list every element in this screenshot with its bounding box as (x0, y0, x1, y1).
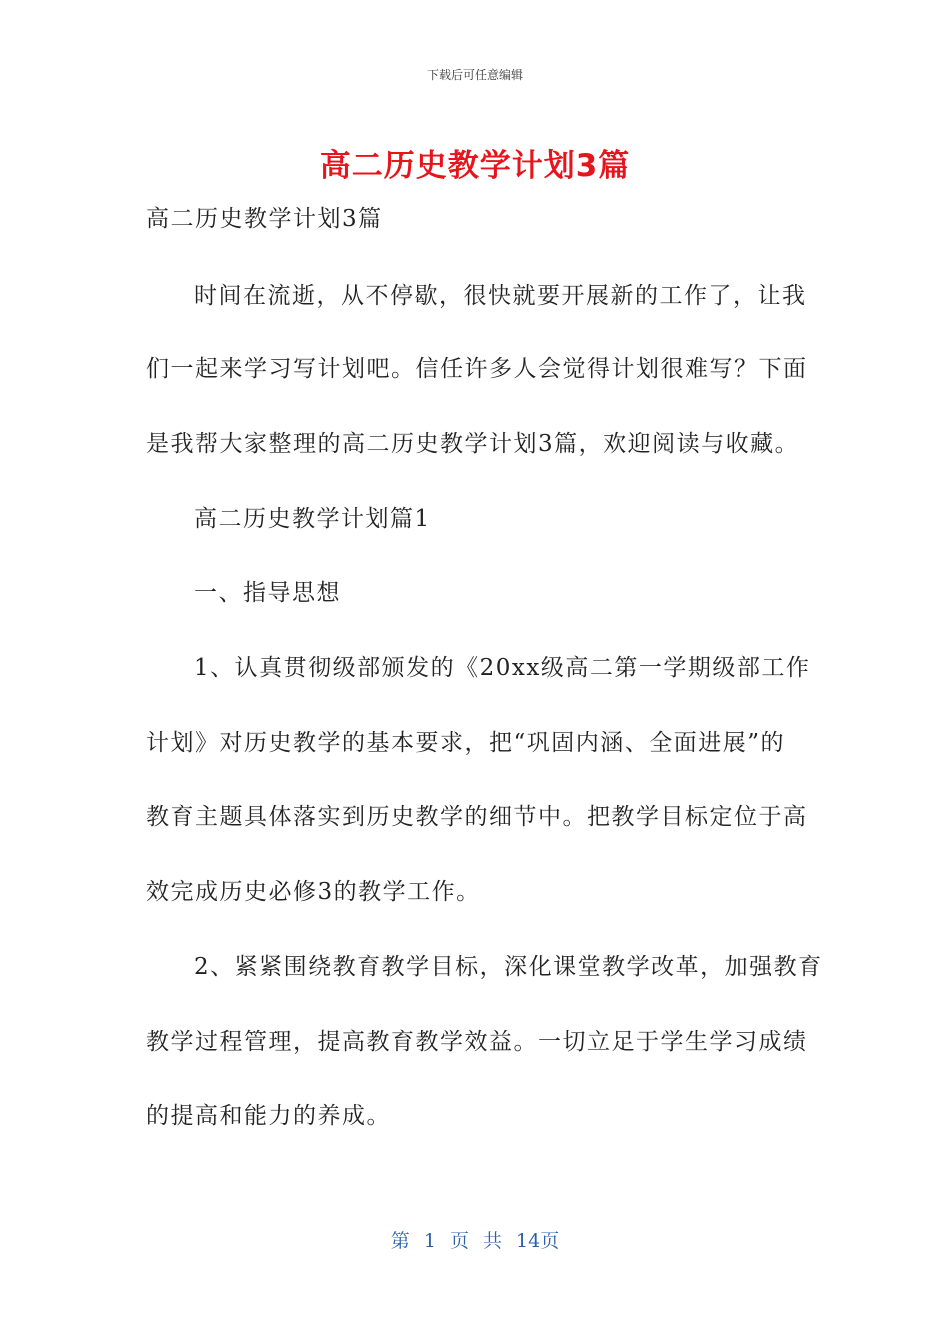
paragraph-line: 时间在流逝，从不停歇，很快就要开展新的工作了，让我 (194, 283, 807, 309)
header-note: 下载后可任意编辑 (426, 68, 523, 82)
paragraph-line: 们一起来学习写计划吧。信任许多人会觉得计划很难写？下面 (146, 356, 808, 382)
section-heading: 高二历史教学计划篇1 (194, 506, 431, 532)
paragraph-line: 是我帮大家整理的高二历史教学计划3篇，欢迎阅读与收藏。 (146, 431, 800, 457)
paragraph-line: 的提高和能力的养成。 (146, 1103, 391, 1129)
page-number-footer: 第 1 页 共 14页 (390, 1230, 560, 1252)
paragraph-line: 教学过程管理，提高教育教学效益。一切立足于学生学习成绩 (146, 1029, 808, 1055)
subsection-heading: 一、指导思想 (194, 580, 341, 606)
paragraph-line: 计划》对历史教学的基本要求，把“巩固内涵、全面进展”的 (146, 730, 786, 756)
paragraph-line: 2、紧紧围绕教育教学目标，深化课堂教学改革，加强教育 (194, 954, 823, 980)
paragraph-line: 教育主题具体落实到历史教学的细节中。把教学目标定位于高 (146, 804, 808, 830)
subtitle-line: 高二历史教学计划3篇 (146, 206, 383, 232)
paragraph-line: 效完成历史必修3的教学工作。 (146, 879, 481, 905)
paragraph-line: 1、认真贯彻级部颁发的《20xx级高二第一学期级部工作 (194, 655, 811, 681)
document-title: 高二历史教学计划3篇 (319, 148, 631, 184)
